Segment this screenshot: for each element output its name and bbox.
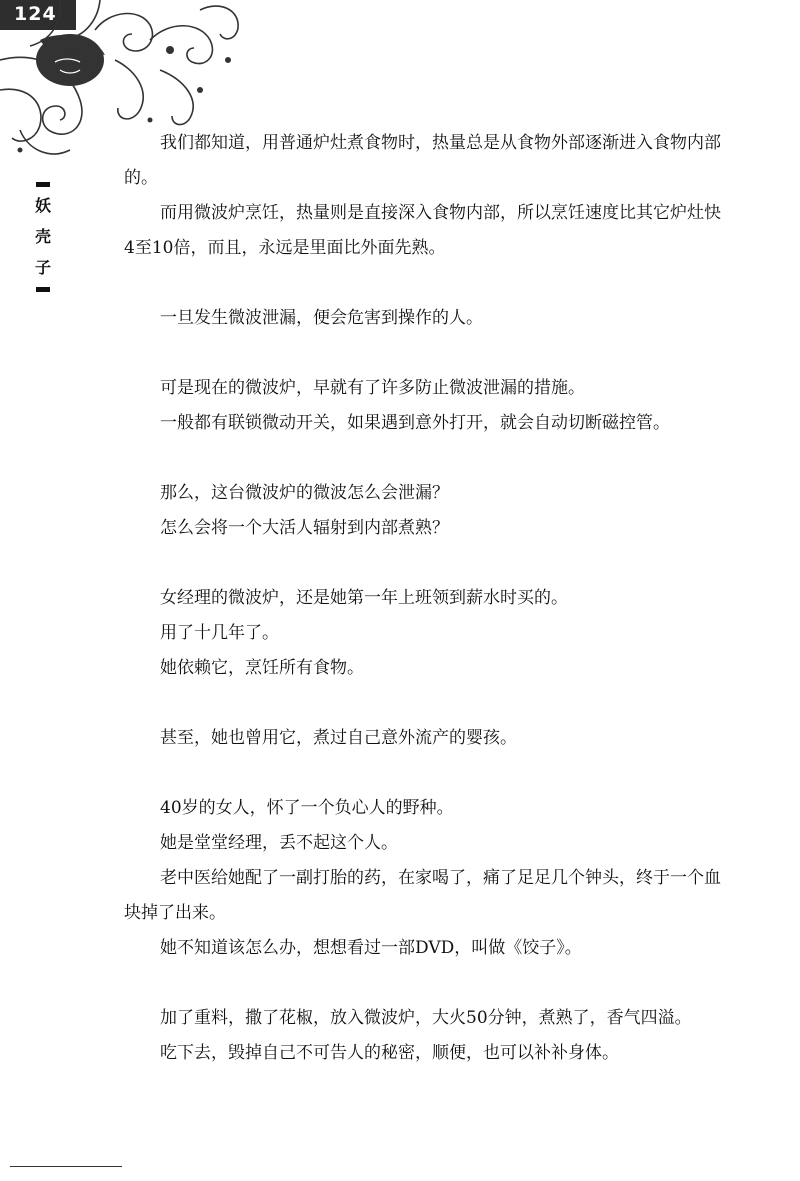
- paragraph: 甚至，她也曾用它，煮过自己意外流产的婴孩。: [160, 728, 517, 748]
- paragraph: 可是现在的微波炉，早就有了许多防止微波泄漏的措施。: [160, 378, 585, 398]
- bracket-top-icon: [30, 178, 56, 190]
- paragraph: 加了重料，撒了花椒，放入微波炉，大火50分钟，煮熟了，香气四溢。: [160, 1008, 692, 1028]
- side-title-char: 壳: [34, 227, 51, 246]
- side-title-char: 子: [34, 258, 51, 277]
- paragraph: 吃下去，毁掉自己不可告人的秘密，顺便，也可以补补身体。: [160, 1043, 619, 1063]
- footer-rule: [10, 1166, 122, 1167]
- paragraph: 怎么会将一个大活人辐射到内部煮熟？: [160, 518, 449, 538]
- paragraph: 老中医给她配了一副打胎的药，在家喝了，痛了足足几个钟头，终于一个血块掉了出来。: [124, 868, 721, 923]
- paragraph: 她依赖它，烹饪所有食物。: [160, 658, 364, 678]
- paragraph: 用了十几年了。: [160, 623, 279, 643]
- paragraph: 而用微波炉烹饪，热量则是直接深入食物内部，所以烹饪速度比其它炉灶快4至10倍，而且，永远是里面比外面先熟。: [124, 203, 721, 258]
- paragraph: 那么，这台微波炉的微波怎么会泄漏？: [160, 483, 449, 503]
- paragraph: 一旦发生微波泄漏，便会危害到操作的人。: [160, 308, 483, 328]
- paragraph: 她是堂堂经理，丢不起这个人。: [160, 833, 398, 853]
- page-number: 124: [14, 3, 57, 25]
- paragraph: 40岁的女人，怀了一个负心人的野种。: [160, 798, 454, 818]
- paragraph: 她不知道该怎么办，想想看过一部DVD，叫做《饺子》。: [160, 938, 582, 958]
- body-text: [124, 126, 724, 1071]
- side-title: [30, 178, 56, 295]
- paragraph: 我们都知道，用普通炉灶煮食物时，热量总是从食物外部逐渐进入食物内部的。: [124, 133, 721, 188]
- paragraph: 一般都有联锁微动开关，如果遇到意外打开，就会自动切断磁控管。: [160, 413, 670, 433]
- paragraph: 女经理的微波炉，还是她第一年上班领到薪水时买的。: [160, 588, 568, 608]
- side-title-char: 妖: [34, 196, 51, 215]
- bracket-bottom-icon: [30, 283, 56, 295]
